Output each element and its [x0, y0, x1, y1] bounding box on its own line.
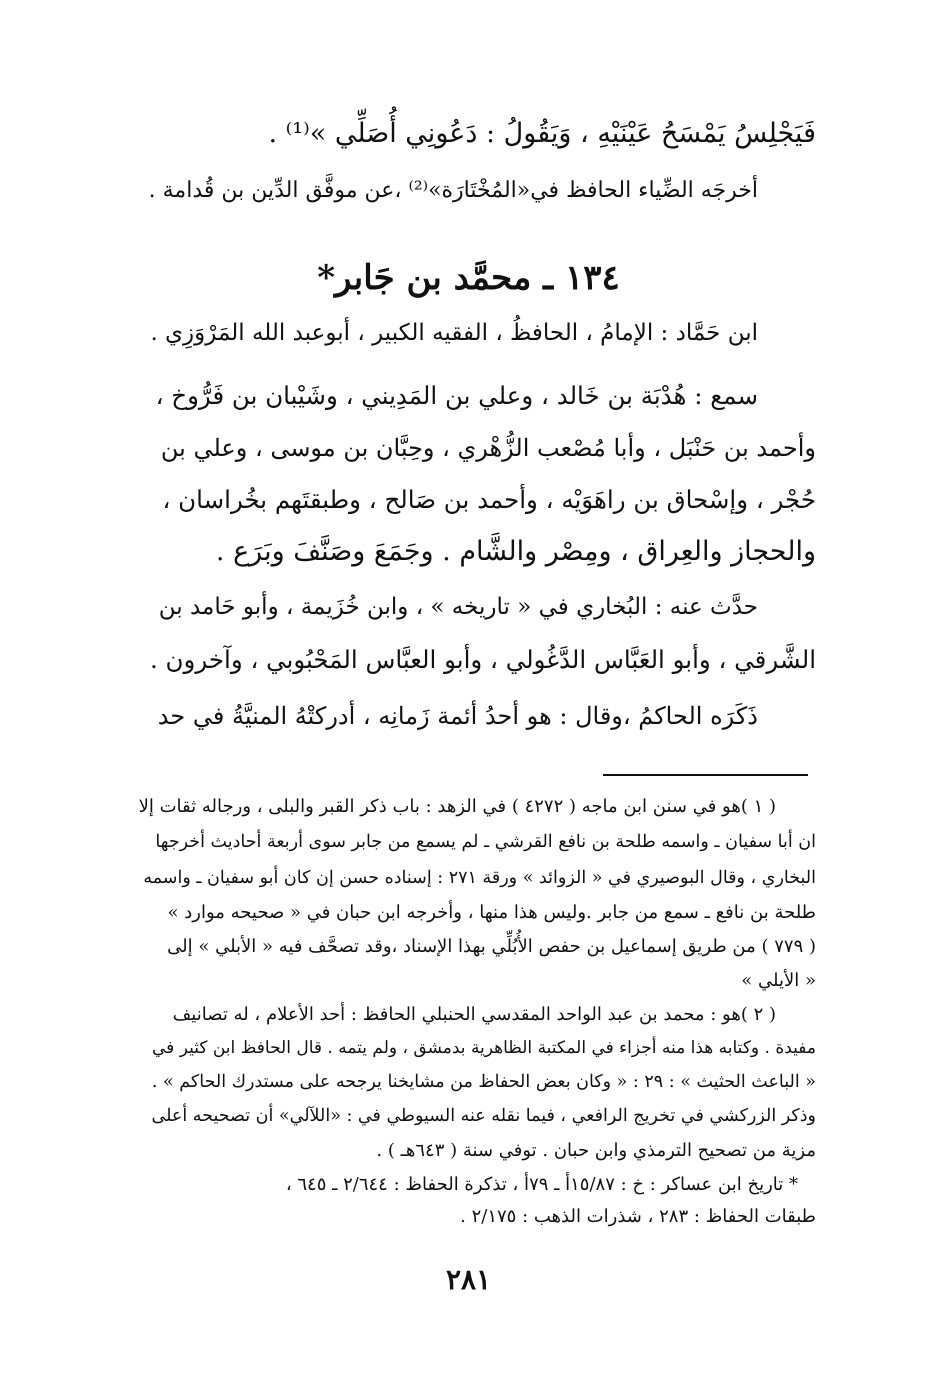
footnote-separator [603, 774, 808, 776]
footnote-line: « الأيلي » [741, 970, 816, 991]
text-line: ذَكَرَه الحاكمُ ،وقال : هو أحدُ أئمة زَمانِه ، أدركتْهُ المنيَّةُ في حد [157, 702, 758, 730]
footnote-line: ان أبا سفيان ـ واسمه طلحة بن نافع القرشي ـ لم يسمع من جابر سوى أربعة أحاديث أخرجها [155, 832, 816, 852]
text-line: فَيَجْلِسُ يَمْسَحُ عَيْنَيْهِ ، وَيَقُولُ : دَعُونِي أُصَلِّي »⁽¹⁾ . [268, 118, 816, 149]
footnote-line: « الباعث الحثيث » : ٢٩ : « وكان بعض الحفاظ من مشايخنا يرجحه على مستدرك الحاكم » . [151, 1072, 816, 1092]
footnote-line: مزية من تصحيح الترمذي وابن حبان . توفي سنة ( ٦٤٣هـ ) . [376, 1140, 816, 1161]
text-line: ابن حَمَّاد : الإمامُ ، الحافظُ ، الفقيه الكبير ، أبوعبد الله المَرْوَزِي . [150, 320, 758, 346]
footnote-line: طلحة بن نافع ـ سمع من جابر .وليس هذا منها ، وأخرجه ابن حبان في « صحيحه موارد » [167, 902, 816, 923]
footnote-line: ( ١ )هو في سنن ابن ماجه ( ٤٢٧٢ ) في الزهد : باب ذكر القبر والبلى ، ورجاله ثقات إلا [138, 796, 776, 817]
text-line: الشَّرقي ، وأبو العَبَّاس الدَّغُولي ، وأبو العبَّاس المَحْبُوبي ، وآخرون . [149, 645, 816, 674]
text-line: والحجاز والعِراق ، ومِصْر والشَّام . وجَمَعَ وصَنَّفَ وبَرَع . [215, 536, 816, 567]
footnote-line: مفيدة . وكتابه هذا منه أجزاء في المكتبة الظاهرية بدمشق ، ولم يتمه . قال الحافظ ابن كثير في [152, 1038, 816, 1058]
text-line: وأحمد بن حَنْبَل ، وأبا مُصْعب الزُّهْري ، وحِبَّان بن موسى ، وعلي بن [160, 434, 816, 462]
footnote-line: طبقات الحفاظ : ٢٨٣ ، شذرات الذهب : ٢/١٧٥ . [460, 1206, 816, 1227]
footnote-line: * تاريخ ابن عساكر : خ : ١٥/٨٧أ ـ ٧٩أ ، تذكرة الحفاظ : ٢/٦٤٤ ـ ٦٤٥ ، [285, 1174, 798, 1195]
footnote-line: ( ٢ )هو : محمد بن عبد الواحد المقدسي الحنبلي الحافظ : أحد الأعلام ، له تصانيف [172, 1004, 776, 1025]
page-number: ٢٨١ [445, 1263, 492, 1296]
text-line: أخرجَه الضِّياء الحافظ في«المُخْتَارَة»⁽²⁾ ،عن موفَّق الدِّين بن قُدامة . [148, 178, 758, 203]
entry-heading: ١٣٤ ـ محمَّد بن جَابر* [317, 258, 620, 298]
text-line: سمع : هُدْبَة بن خَالد ، وعلي بن المَدِيني ، وشَيْبان بن فَرُّوخ ، [155, 381, 758, 410]
text-line: حُجْر ، وإسْحاق بن راهَوَيْه ، وأحمد بن صَالح ، وطبقتَهم بخُراسان ، [162, 485, 816, 514]
footnotes [138, 794, 816, 1234]
opening-text [140, 110, 816, 220]
entry-body [150, 320, 816, 740]
footnote-line: البخاري ، وقال البوصيري في « الزوائد » ورقة ٢٧١ : إسناده حسن إن كان أبو سفيان ـ واسمه [143, 868, 816, 888]
text-line: حدَّث عنه : البُخاري في « تاريخه » ، وابن خُزَيمة ، وأبو حَامد بن [158, 594, 758, 620]
footnote-line: وذكر الزركشي في تخريج الرافعي ، فيما نقله عنه السيوطي في : «اللآلي» أن تصحيحه أعلى [151, 1106, 816, 1126]
footnote-line: ( ٧٧٩ ) من طريق إسماعيل بن حفص الأُبُلِّي بهذا الإسناد ،وقد تصحَّف فيه « الأبلي » إلى [167, 936, 816, 957]
